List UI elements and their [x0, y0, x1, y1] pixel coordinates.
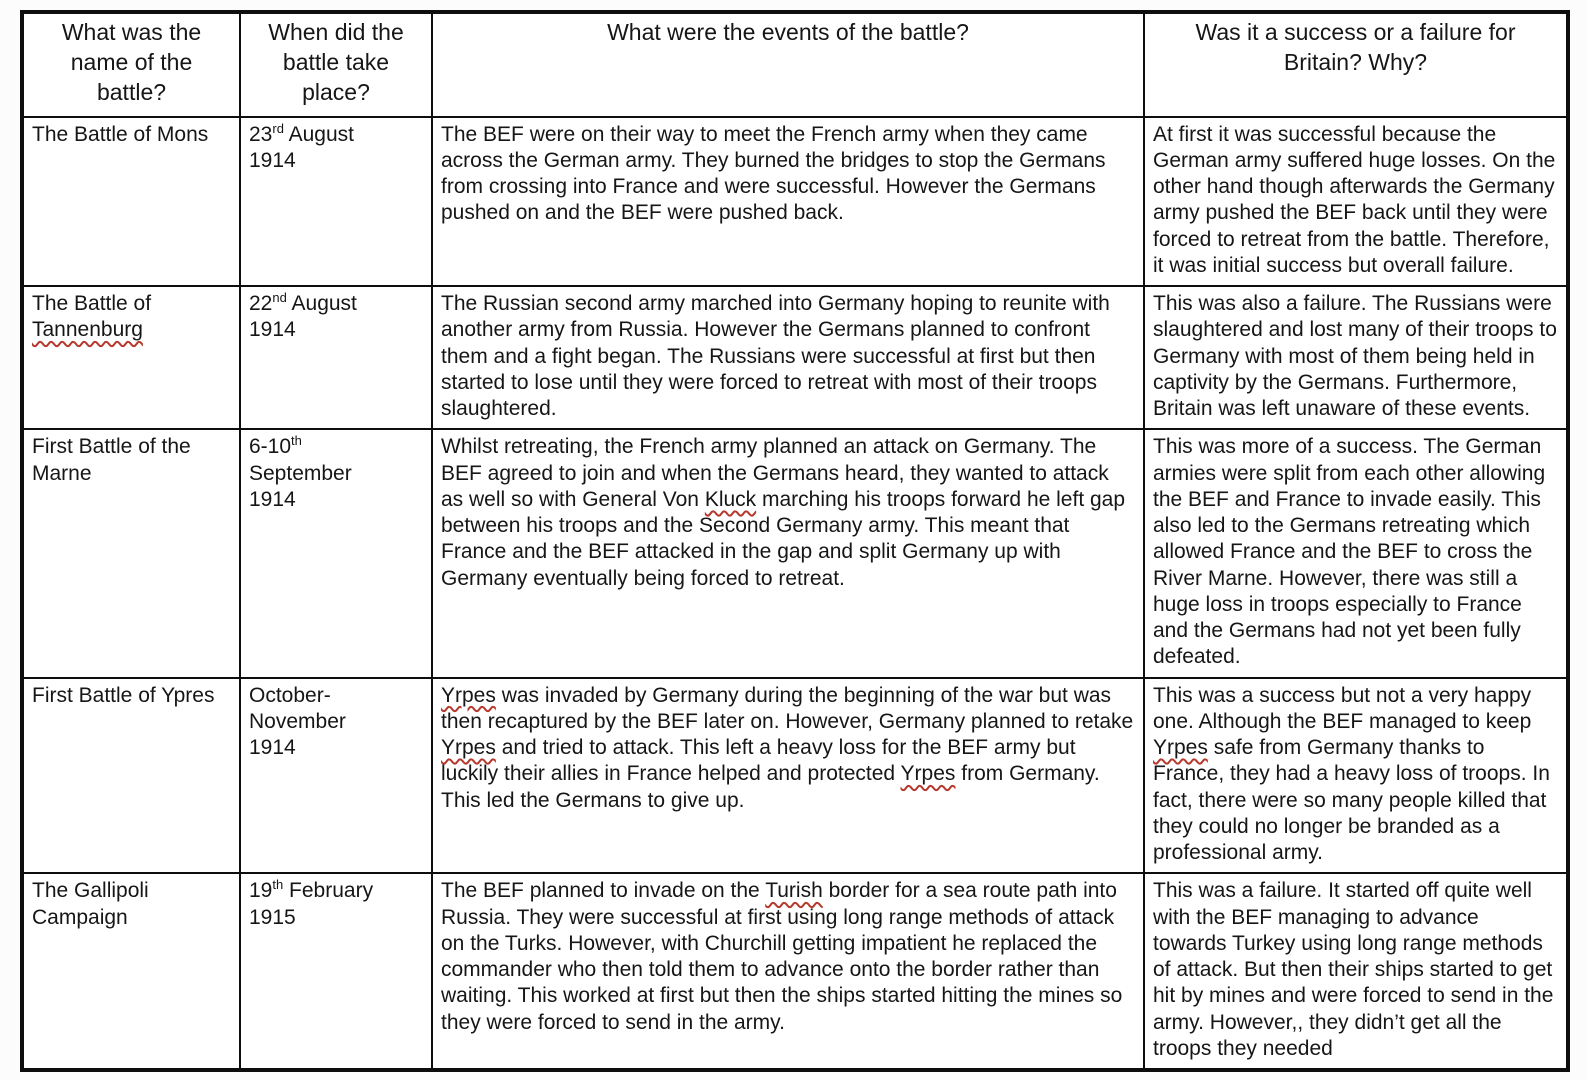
cell-text: First Battle of Ypres	[32, 683, 215, 707]
ordinal-superscript: th	[272, 877, 284, 893]
misspelled-word: Turish	[765, 879, 823, 903]
cell-text: The BEF planned to invade on the	[441, 879, 766, 903]
cell-events[interactable]	[432, 678, 1144, 874]
cell-events[interactable]	[432, 429, 1144, 677]
cell-events[interactable]	[432, 117, 1144, 287]
misspelled-word: Yrpes	[441, 736, 496, 760]
header-battle-verdict[interactable]: Was it a success or a failure for Britain? Why?	[1144, 12, 1568, 117]
cell-text: October-November 1914	[249, 683, 346, 760]
misspelled-word: Kluck	[704, 487, 757, 511]
cell-text: September 1914	[249, 461, 352, 511]
misspelled-word: Yrpes	[441, 683, 496, 707]
header-battle-date[interactable]: When did the battle take place?	[240, 12, 432, 117]
ordinal-superscript: th	[291, 433, 302, 449]
cell-text: This was more of a success. The German armies were split from each other allowing the BEF and France to invade easily. This also led to the Germans retreating which allowed France and the BEF to cross the River Marne. However, there was still a huge loss in troops especially to France and the Germans had not yet been fully defeated.	[1153, 435, 1546, 669]
cell-verdict[interactable]	[1144, 117, 1568, 287]
cell-text: The Gallipoli Campaign	[32, 879, 149, 929]
cell-name[interactable]	[22, 678, 240, 874]
cell-date[interactable]	[240, 286, 432, 429]
cell-text: 6-10	[249, 435, 292, 459]
cell-text: This was a failure. It started off quite well with the BEF managing to advance towards Turkey using long range methods of attack. But then their ships started to get hit by mines and were forced to send in the army. However,, they didn’t get all the troops they needed	[1153, 879, 1554, 1060]
cell-text: marching his troops forward he left gap between his troops and the Second Germany army. This meant that France and the BEF attacked in the gap and split Germany up with Germany eventually being forced to retreat.	[441, 487, 1126, 590]
cell-text: February 1915	[249, 879, 374, 929]
cell-text: The Russian second army marched into Germany hoping to reunite with another army from Russia. However the Germans planned to confront them and a fight began. The Russians were successful at first but then started to lose until they were forced to retreat with most of their troops slaughtered.	[441, 292, 1110, 421]
cell-text: The Battle of Mons	[32, 122, 209, 146]
header-battle-events[interactable]: What were the events of the battle?	[432, 12, 1144, 117]
table-row	[22, 117, 1568, 287]
misspelled-word: Yrpes	[1153, 736, 1208, 760]
cell-verdict[interactable]	[1144, 873, 1568, 1070]
cell-verdict[interactable]	[1144, 678, 1568, 874]
table-row	[22, 678, 1568, 874]
battle-table	[20, 10, 1570, 1072]
cell-text: safe from Germany thanks to France, they had a heavy loss of troops. In fact, there were so many people killed that they could no longer be branded as a professional army.	[1153, 736, 1550, 865]
cell-text: Whilst retreating, the French army planned an attack on Germany. The BEF agreed to join and when the Germans heard, they wanted to attack as well so with General Von	[441, 435, 1109, 511]
cell-name[interactable]	[22, 117, 240, 287]
ordinal-superscript: rd	[272, 120, 284, 136]
cell-verdict[interactable]	[1144, 429, 1568, 677]
cell-date[interactable]	[240, 429, 432, 677]
cell-date[interactable]	[240, 873, 432, 1070]
battle-table-body	[22, 117, 1568, 1071]
cell-text: 23	[249, 122, 273, 146]
cell-date[interactable]	[240, 678, 432, 874]
cell-events[interactable]	[432, 873, 1144, 1070]
header-row	[22, 12, 1568, 117]
misspelled-word: Tannenburg	[32, 318, 143, 342]
table-row	[22, 286, 1568, 429]
cell-date[interactable]	[240, 117, 432, 287]
table-row	[22, 873, 1568, 1070]
cell-text: First Battle of the Marne	[32, 435, 191, 485]
cell-text: The BEF were on their way to meet the French army when they came across the German army. They burned the bridges to stop the Germans from crossing into France and were successful. However the Germans pushed on and the BEF were pushed back.	[441, 122, 1106, 225]
cell-text: and tried to attack. This left a heavy loss for the BEF army but luckily their allies in France helped and protected	[441, 736, 1076, 786]
cell-text: This was a success but not a very happy one. Although the BEF managed to keep	[1153, 683, 1532, 733]
cell-name[interactable]	[22, 873, 240, 1070]
ordinal-superscript: nd	[272, 290, 287, 306]
cell-text: This was also a failure. The Russians were slaughtered and lost many of their troops to Germany with most of them being held in captivity by the Germans. Furthermore, Britain was left unaware of these events.	[1153, 292, 1557, 421]
cell-name[interactable]	[22, 286, 240, 429]
header-battle-name[interactable]: What was the name of the battle?	[22, 12, 240, 117]
table-row	[22, 429, 1568, 677]
misspelled-word: Yrpes	[900, 762, 956, 786]
cell-events[interactable]	[432, 286, 1144, 429]
cell-text: At first it was successful because the German army suffered huge losses. On the other hand though afterwards the Germany army pushed the BEF back until they were forced to retreat from the battle. Therefore, it was initial success but overall failure.	[1153, 122, 1556, 277]
cell-text: from Germany. This led the Germans to give up.	[441, 762, 1100, 812]
cell-text: The Battle of	[32, 292, 152, 316]
cell-text: 22	[249, 292, 273, 316]
cell-name[interactable]	[22, 429, 240, 677]
cell-text: border for a sea route path into Russia. They were successful at first using long range methods of attack on the Turks. However, with Churchill getting impatient he replaced the commander who then told them to advance onto the border rather than waiting. This worked at first but then the ships started hitting the mines so they were forced to send in the army.	[441, 879, 1123, 1034]
cell-verdict[interactable]	[1144, 286, 1568, 429]
cell-text: 19	[249, 879, 273, 903]
battle-table-header	[22, 12, 1568, 117]
cell-text: August 1914	[249, 122, 354, 172]
cell-text: August 1914	[249, 292, 357, 342]
cell-text: was invaded by Germany during the beginning of the war but was then recaptured by the BEF later on. However, Germany planned to retake	[441, 683, 1134, 733]
